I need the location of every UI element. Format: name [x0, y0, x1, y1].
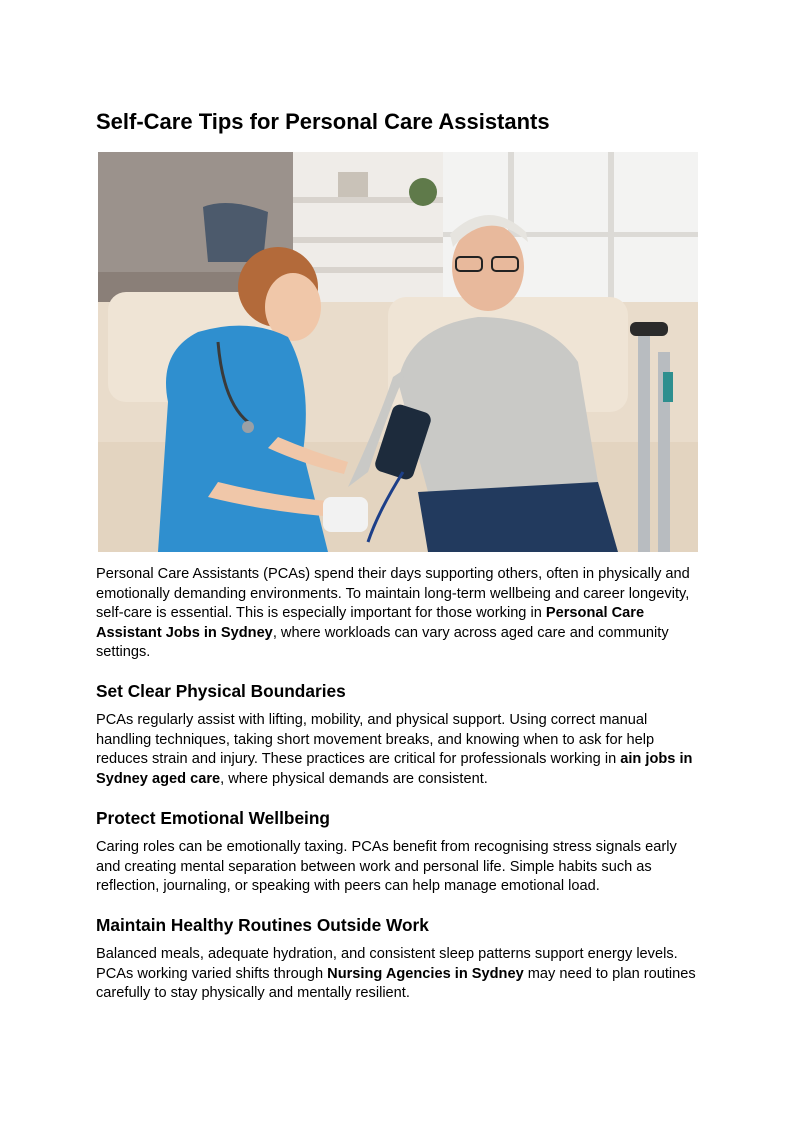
intro-paragraph: Personal Care Assistants (PCAs) spend their days supporting others, often in physically and emotionally demanding environments. To maintain long-term wellbeing and career longevity, self-care is essential. This is especially important for those working in Personal Care Assistant Jobs in Sydney, where workloads can vary across aged care and community settings.	[96, 566, 690, 660]
section-heading-emotional-wellbeing: Protect Emotional Wellbeing	[96, 808, 330, 828]
hero-photo-nurse-checking-blood-pressure	[98, 152, 698, 552]
section-paragraph-healthy-routines: Balanced meals, adequate hydration, and consistent sleep patterns support energy levels. PCAs working varied shifts through Nursing Agencies in Sydney may need to plan routines carefully to stay physically and mentally resilient.	[96, 946, 696, 1001]
bold-link-aged-care-jobs: ain jobs in Sydney aged care	[96, 751, 693, 787]
section-paragraph-emotional-wellbeing: Caring roles can be emotionally taxing. PCAs benefit from recognising stress signals early and creating mental separation between work and personal life. Simple habits such as reflection, journaling, or speaking with peers can help manage emotional load.	[96, 839, 677, 894]
bold-link-personal-care-assistant-jobs: Personal Care Assistant Jobs in Sydney	[96, 605, 645, 641]
photo-illustration	[98, 152, 698, 552]
section-heading-healthy-routines: Maintain Healthy Routines Outside Work	[96, 915, 429, 935]
section-heading-physical-boundaries: Set Clear Physical Boundaries	[96, 681, 346, 701]
page-title: Self-Care Tips for Personal Care Assistants	[96, 109, 550, 134]
bold-link-nursing-agencies: Nursing Agencies in Sydney	[327, 965, 524, 982]
section-paragraph-physical-boundaries: PCAs regularly assist with lifting, mobility, and physical support. Using correct manual handling techniques, taking short movement breaks, and knowing when to ask for help reduces strain and injury. These practices are critical for professionals working in ain jobs in Sydney aged care, where physical demands are consistent.	[96, 712, 693, 787]
